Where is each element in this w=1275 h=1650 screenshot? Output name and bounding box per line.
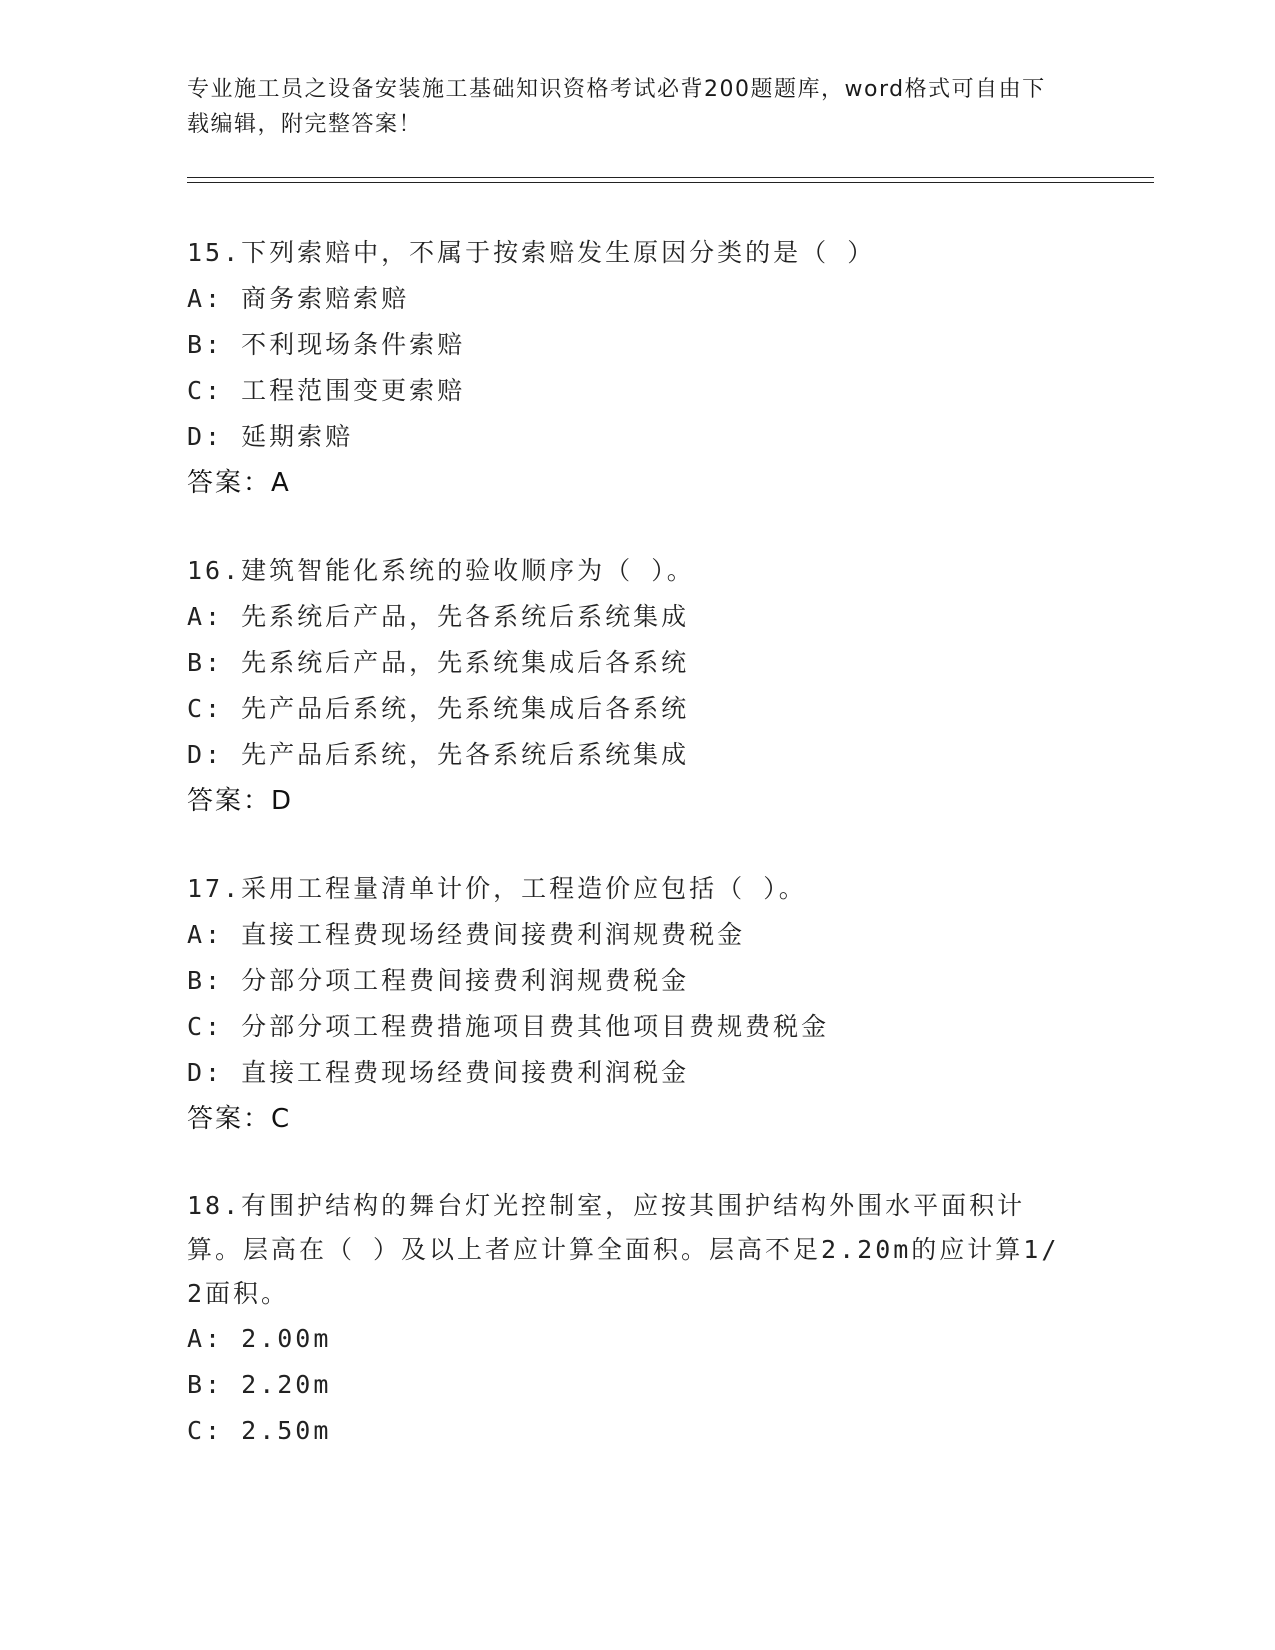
option-c: C: 分部分项工程费措施项目费其他项目费规费税金	[187, 1012, 830, 1041]
answer-label: 答案：C	[187, 1104, 292, 1134]
option-b: B: 不利现场条件索赔	[187, 330, 466, 359]
header-divider-bottom	[187, 182, 1154, 183]
option-c: C: 2.50m	[187, 1416, 332, 1445]
question-stem: 16.建筑智能化系统的验收顺序为（ ）。	[187, 556, 695, 585]
answer-label: 答案：A	[187, 468, 291, 498]
option-b: B: 分部分项工程费间接费利润规费税金	[187, 966, 690, 995]
option-d: D: 直接工程费现场经费间接费利润税金	[187, 1058, 690, 1087]
option-a: A: 直接工程费现场经费间接费利润规费税金	[187, 920, 746, 949]
option-a: A: 商务索赔索赔	[187, 284, 410, 313]
document-header: 专业施工员之设备安装施工基础知识资格考试必背200题题库，word格式可自由下载编辑，附完整答案！	[187, 77, 1046, 137]
option-c: C: 工程范围变更索赔	[187, 376, 466, 405]
question-stem: 18.有围护结构的舞台灯光控制室，应按其围护结构外围水平面积计算。层高在（ ）及以上者应计算全面积。层高不足2.20m的应计算1/2面积。	[187, 1191, 1060, 1308]
question-stem: 15.下列索赔中，不属于按索赔发生原因分类的是（ ）	[187, 238, 876, 267]
question-15	[187, 230, 1087, 506]
option-a: A: 先系统后产品，先各系统后系统集成	[187, 602, 690, 631]
option-b: B: 先系统后产品，先系统集成后各系统	[187, 648, 690, 677]
header-divider-top	[187, 177, 1154, 178]
answer-label: 答案：D	[187, 786, 294, 816]
option-d: D: 延期索赔	[187, 422, 354, 451]
question-16	[187, 548, 1087, 824]
question-17	[187, 866, 1087, 1142]
question-18	[187, 1184, 1087, 1454]
option-c: C: 先产品后系统，先系统集成后各系统	[187, 694, 690, 723]
option-b: B: 2.20m	[187, 1370, 332, 1399]
option-d: D: 先产品后系统，先各系统后系统集成	[187, 740, 690, 769]
option-a: A: 2.00m	[187, 1324, 332, 1353]
question-stem: 17.采用工程量清单计价，工程造价应包括（ ）。	[187, 874, 807, 903]
